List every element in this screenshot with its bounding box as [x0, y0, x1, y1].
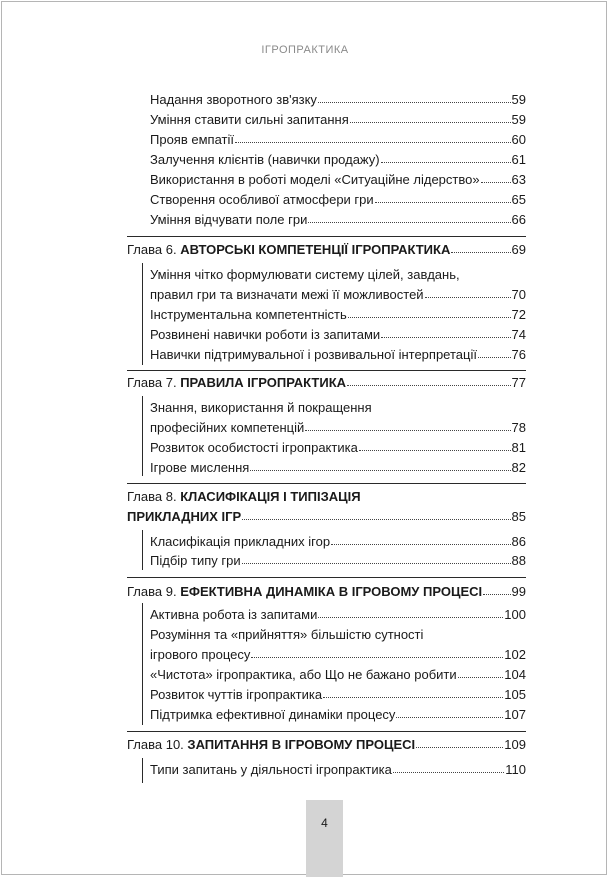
- toc-entry-page: 104: [504, 667, 526, 682]
- chapter-heading[interactable]: [127, 241, 526, 259]
- dot-leader: [483, 591, 510, 595]
- dot-leader: [347, 382, 511, 386]
- toc-entry-title: Розвинені навички роботи із запитами: [150, 327, 381, 342]
- toc-entry-title: «Чистота» ігропрактика, або Що не бажано робити: [150, 667, 457, 682]
- toc-entry-page: 107: [504, 707, 526, 722]
- toc-entry-title: Підтримка ефективної динаміки процесу: [150, 707, 396, 722]
- chapter-rule: [127, 731, 526, 732]
- chapter-prefix: Глава 7.: [127, 375, 181, 390]
- toc-entry[interactable]: [150, 131, 526, 149]
- chapter-page: 69: [511, 242, 526, 257]
- dot-leader: [381, 334, 510, 338]
- toc-entry[interactable]: [150, 191, 526, 209]
- toc-entry-title: Залучення клієнтів (навички продажу): [150, 152, 380, 167]
- chapter-title: ПРАВИЛА ІГРОПРАКТИКА: [180, 375, 347, 390]
- chapter-prefix-inline: Глава 8.: [127, 489, 181, 504]
- toc-entry-page: 63: [511, 172, 526, 187]
- chapter-prefix: Глава 9.: [127, 584, 181, 599]
- chapter-side-rule: [142, 396, 143, 476]
- toc-entry-page: 105: [504, 687, 526, 702]
- toc-entry-title-line1: Розуміння та «прийняття» більшістю сутності: [150, 627, 424, 642]
- toc-entry-page: 100: [504, 607, 526, 622]
- toc-entry[interactable]: [150, 439, 526, 457]
- toc-entry[interactable]: [150, 552, 526, 570]
- toc-entry-page: 74: [511, 327, 526, 342]
- toc-entry[interactable]: [150, 171, 526, 189]
- chapter-title-line1: [127, 488, 361, 506]
- toc-entry[interactable]: [150, 111, 526, 129]
- toc-entry-title: Типи запитань у діяльності ігропрактика: [150, 762, 392, 777]
- chapter-page: 109: [504, 737, 526, 752]
- toc-entry-title: Класифікація прикладних ігор: [150, 534, 331, 549]
- toc-entry[interactable]: [150, 533, 526, 551]
- toc-entry-page: 88: [511, 553, 526, 568]
- dot-leader: [250, 467, 510, 471]
- dot-leader: [458, 674, 504, 678]
- chapter-title: ЗАПИТАННЯ В ІГРОВОМУ ПРОЦЕСІ: [187, 737, 416, 752]
- toc-entry-page: 70: [511, 287, 526, 302]
- toc-entry-page: 110: [505, 762, 526, 777]
- toc-entry-title: Уміння ставити сильні запитання: [150, 112, 349, 127]
- dot-leader: [235, 139, 511, 143]
- dot-leader: [242, 560, 511, 564]
- chapter-heading[interactable]: [127, 374, 526, 392]
- toc-entry[interactable]: [150, 306, 526, 324]
- toc-entry[interactable]: [150, 346, 526, 364]
- dot-leader: [381, 159, 511, 163]
- dot-leader: [375, 199, 511, 203]
- chapter-title-line1-text: КЛАСИФІКАЦІЯ І ТИПІЗАЦІЯ: [180, 489, 361, 504]
- dot-leader: [251, 654, 503, 658]
- chapter-side-rule: [142, 263, 143, 365]
- toc-entry-page: 61: [511, 152, 526, 167]
- dot-leader: [478, 354, 511, 358]
- dot-leader: [318, 99, 511, 103]
- toc-entry-page: 66: [511, 212, 526, 227]
- toc-entry[interactable]: [150, 419, 526, 437]
- toc-entry[interactable]: [150, 286, 526, 304]
- chapter-heading[interactable]: [127, 508, 526, 526]
- toc-entry-page: 78: [511, 420, 526, 435]
- toc-entry-page: 82: [511, 460, 526, 475]
- chapter-title: ЕФЕКТИВНА ДИНАМІКА В ІГРОВОМУ ПРОЦЕСІ: [180, 584, 483, 599]
- toc-entry-title: Використання в роботі моделі «Ситуаційне лідерство»: [150, 172, 480, 187]
- chapter-rule: [127, 483, 526, 484]
- dot-leader: [331, 541, 510, 545]
- chapter-prefix: Глава 6.: [127, 242, 181, 257]
- page-number-tab: [306, 800, 343, 877]
- running-head: ІГРОПРАКТИКА: [261, 44, 349, 56]
- dot-leader: [396, 714, 503, 718]
- dot-leader: [416, 744, 503, 748]
- toc-entry[interactable]: [150, 91, 526, 109]
- toc-entry-page: 81: [511, 440, 526, 455]
- toc-entry-page: 65: [511, 192, 526, 207]
- chapter-prefix: Глава 10.: [127, 737, 188, 752]
- toc-entry-page: 72: [511, 307, 526, 322]
- toc-entry-title: Інструментальна компетентність: [150, 307, 347, 322]
- chapter-page: 77: [511, 375, 526, 390]
- toc-entry-page: 102: [504, 647, 526, 662]
- chapter-heading[interactable]: [127, 583, 526, 601]
- toc-entry[interactable]: [150, 761, 526, 779]
- dot-leader: [318, 614, 503, 618]
- chapter-page: 99: [511, 584, 526, 599]
- toc-entry-title: Підбір типу гри: [150, 553, 241, 568]
- toc-entry-title: Надання зворотного зв'язку: [150, 92, 317, 107]
- toc-entry-title: професійних компетенцій: [150, 420, 305, 435]
- toc-entry[interactable]: [150, 646, 526, 664]
- toc-entry-title: Ігрове мислення: [150, 460, 250, 475]
- page-number: 4: [321, 816, 328, 830]
- chapter-heading[interactable]: [127, 736, 526, 754]
- dot-leader: [305, 427, 510, 431]
- chapter-side-rule: [142, 530, 143, 570]
- dot-leader: [350, 119, 511, 123]
- toc-entry-title: Уміння відчувати поле гри: [150, 212, 308, 227]
- toc-entry-page: 59: [511, 112, 526, 127]
- dot-leader: [481, 179, 511, 183]
- toc-entry-title: Створення особливої атмосфери гри: [150, 192, 374, 207]
- toc-entry[interactable]: [150, 151, 526, 169]
- toc-entry[interactable]: [150, 706, 526, 724]
- dot-leader: [359, 447, 511, 451]
- chapter-side-rule: [142, 758, 143, 783]
- toc-entry-title: Активна робота із запитами: [150, 607, 318, 622]
- chapter-title: ПРИКЛАДНИХ ІГР: [127, 509, 242, 524]
- dot-leader: [308, 219, 510, 223]
- toc-entry-title: правил гри та визначати межі її можливостей: [150, 287, 424, 302]
- dot-leader: [393, 769, 504, 773]
- chapter-side-rule: [142, 603, 143, 725]
- toc-entry-title-line1: Уміння чітко формулювати систему цілей, завдань,: [150, 267, 460, 282]
- dot-leader: [425, 294, 511, 298]
- toc-entry[interactable]: [150, 606, 526, 624]
- toc-entry-page: 86: [511, 534, 526, 549]
- toc-entry-page: 76: [511, 347, 526, 362]
- dot-leader: [348, 314, 511, 318]
- chapter-page: 85: [511, 509, 526, 524]
- toc-entry[interactable]: [150, 666, 526, 684]
- toc-entry-page: 60: [511, 132, 526, 147]
- toc-entry-title: Розвиток чуттів ігропрактика: [150, 687, 323, 702]
- toc-entry[interactable]: [150, 211, 526, 229]
- toc-entry-title: Навички підтримувальної і розвивальної інтерпретації: [150, 347, 477, 362]
- chapter-rule: [127, 236, 526, 237]
- toc-entry-page: 59: [511, 92, 526, 107]
- dot-leader: [323, 694, 503, 698]
- dot-leader: [242, 516, 510, 520]
- dot-leader: [451, 249, 510, 253]
- chapter-title: АВТОРСЬКІ КОМПЕТЕНЦІЇ ІГРОПРАКТИКА: [180, 242, 451, 257]
- chapter-rule: [127, 577, 526, 578]
- toc-entry[interactable]: [150, 326, 526, 344]
- toc-entry-title-line1: Знання, використання й покращення: [150, 400, 372, 415]
- toc-entry-title: ігрового процесу: [150, 647, 251, 662]
- toc-entry[interactable]: [150, 459, 526, 477]
- toc-entry-title: Прояв емпатії: [150, 132, 234, 147]
- chapter-rule: [127, 370, 526, 371]
- toc-entry[interactable]: [150, 686, 526, 704]
- toc-entry-title: Розвиток особистості ігропрактика: [150, 440, 358, 455]
